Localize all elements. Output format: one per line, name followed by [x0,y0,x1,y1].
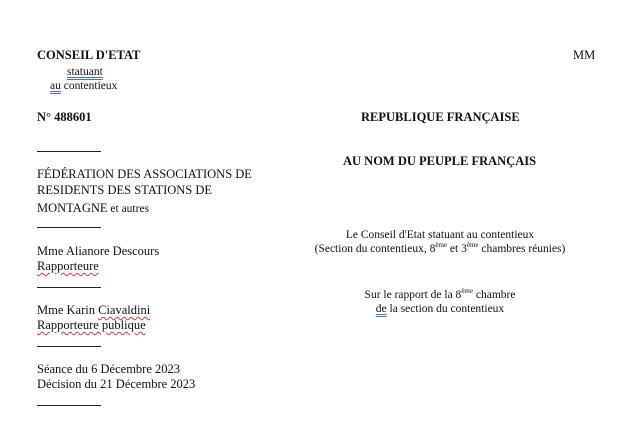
parties-line-1: FÉDÉRATION DES ASSOCIATIONS DE [37,167,252,181]
rapporteur-public-role [37,318,146,333]
formation-line-2 [290,243,590,255]
decision-date: Décision du 21 Décembre 2023 [37,377,196,391]
parties-line-3 [37,199,149,217]
au-word: au [50,80,61,92]
parties-line-3-rest: et autres [107,203,150,215]
report-text-a: Sur le rapport de la 8 [364,289,462,301]
case-number: N° 488601 [37,110,92,124]
formation-sup-2: ème [466,241,479,249]
republic-subtitle: AU NOM DU PEUPLE FRANÇAIS [343,154,537,168]
divider [37,151,101,152]
divider [37,287,101,288]
formation-sup-1: ème [435,241,448,249]
report-line-2 [290,303,590,315]
statuant-label [67,66,103,78]
report-line-1 [290,289,590,301]
report-text-rest: la section du contentieux [386,303,505,315]
rapporteur-role [37,259,99,274]
rapporteur-name: Mme Alianore Descours [37,244,160,258]
initials: MM [573,48,596,62]
au-contentieux-label [50,80,117,92]
divider [37,227,101,228]
court-name: CONSEIL D'ETAT [37,48,141,62]
rapporteur-public-role-text: Rapporteure publique [37,318,146,332]
statuant-word: statuant [67,66,103,78]
contentieux-word: contentieux [63,80,118,92]
parties-line-3-caps: MONTAGNE [37,201,108,215]
formation-line-1: Le Conseil d'Etat statuant au contentieux [345,229,535,241]
seance-date: Séance du 6 Décembre 2023 [37,362,180,376]
rapporteur-public-first: Mme Karin [37,303,99,317]
parties-line-2: RESIDENTS DES STATIONS DE [37,183,213,197]
rapporteur-public-name [37,303,150,318]
republic-title: REPUBLIQUE FRANÇAISE [361,110,520,124]
formation-text-b: et 3 [447,243,467,255]
report-de-word: de [375,303,387,315]
divider [37,346,101,347]
formation-text-c: chambres réunies) [478,243,566,255]
rapporteur-public-last: Ciavaldini [98,303,151,317]
report-sup: ème [461,287,473,295]
divider [37,405,101,406]
report-text-b: chambre [472,289,516,301]
rapporteur-role-text: Rapporteure [37,259,99,273]
formation-text-a: (Section du contentieux, 8 [314,243,436,255]
